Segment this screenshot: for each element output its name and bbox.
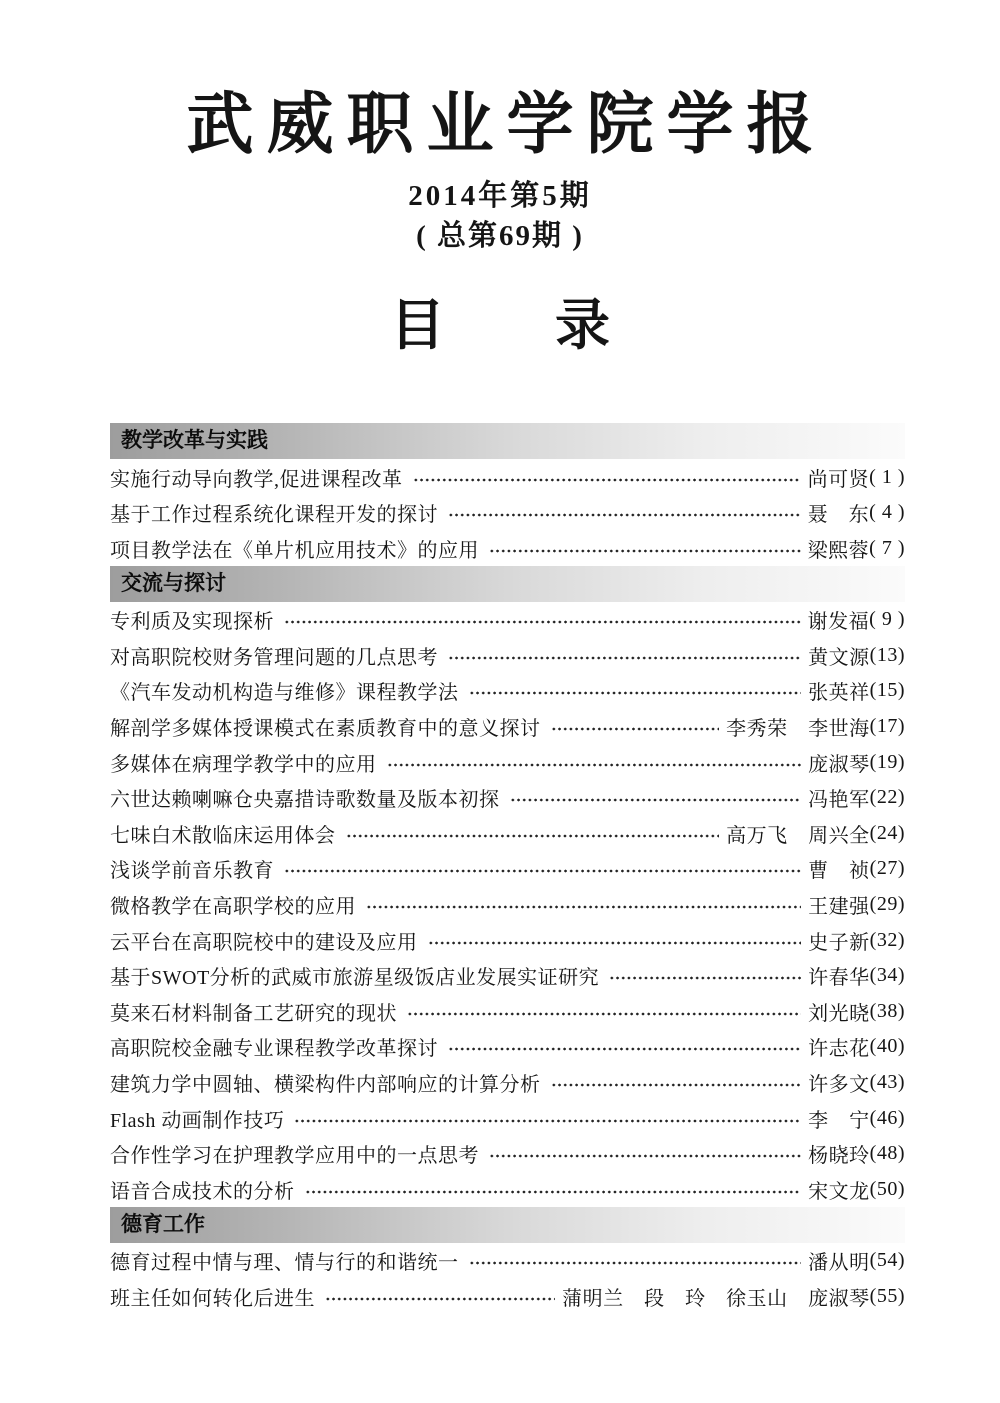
- volume-line: ( 总第69期 ): [416, 219, 584, 252]
- dotted-leader: [294, 1118, 801, 1124]
- article-title: 云平台在高职院校中的建设及应用: [110, 931, 418, 954]
- dotted-leader: [489, 548, 801, 554]
- article-title: 微格教学在高职学校的应用: [110, 896, 356, 919]
- section-header: 教学改革与实践: [110, 423, 905, 459]
- article-authors: 高万飞 周兴全: [726, 824, 870, 847]
- article-title: 合作性学习在护理教学应用中的一点思考: [110, 1145, 479, 1168]
- dotted-leader: [346, 833, 720, 839]
- dotted-leader: [428, 940, 802, 946]
- dotted-leader: [407, 1011, 801, 1017]
- article-page-number: (22): [869, 786, 905, 809]
- article-page-number: (40): [869, 1035, 905, 1058]
- article-title: 莫来石材料制备工艺研究的现状: [110, 1002, 397, 1025]
- article-title: 对高职院校财务管理问题的几点思考: [110, 646, 438, 669]
- article-page-number: ( 4 ): [869, 501, 905, 524]
- article-title: 解剖学多媒体授课模式在素质教育中的意义探讨: [110, 718, 541, 741]
- article-page-number: (32): [869, 928, 905, 951]
- article-authors: 谢发福: [807, 611, 870, 634]
- toc-row: [110, 1172, 905, 1208]
- article-authors: 冯艳军: [808, 789, 870, 812]
- article-page-number: (38): [869, 999, 905, 1022]
- article-authors: 曹 祯: [808, 860, 870, 883]
- dotted-leader: [469, 1260, 802, 1266]
- toc-row: [110, 1136, 905, 1172]
- article-authors: 聂 东: [807, 504, 870, 527]
- article-title: 多媒体在病理学教学中的应用: [110, 753, 377, 776]
- toc-row: [110, 851, 905, 887]
- toc-row: [110, 958, 905, 994]
- article-authors: 史子新: [808, 931, 870, 954]
- toc-row: [110, 816, 905, 852]
- article-title: 六世达赖喇嘛仓央嘉措诗歌数量及版本初探: [110, 789, 500, 812]
- toc-title: 目 录: [389, 295, 610, 357]
- article-page-number: ( 1 ): [869, 465, 905, 488]
- dotted-leader: [448, 1046, 801, 1052]
- toc-row: [110, 780, 905, 816]
- toc-row: [110, 1100, 905, 1136]
- article-authors: 蒲明兰 段 玲 徐玉山 庞淑琴: [562, 1287, 870, 1310]
- article-authors: 王建强: [808, 896, 870, 919]
- article-title: 专利质及实现探析: [110, 611, 274, 634]
- dotted-leader: [284, 868, 801, 874]
- article-page-number: (17): [869, 715, 905, 738]
- article-title: 浅谈学前音乐教育: [110, 860, 274, 883]
- article-page-number: (24): [869, 821, 905, 844]
- article-page-number: (27): [869, 857, 905, 880]
- article-page-number: ( 9 ): [869, 608, 905, 631]
- journal-title: 武威职业学院学报: [186, 88, 827, 162]
- dotted-leader: [284, 619, 801, 625]
- article-title: 七味白术散临床运用体会: [110, 824, 336, 847]
- article-authors: 杨晓玲: [808, 1145, 870, 1168]
- article-title: 高职院校金融专业课程教学改革探讨: [110, 1038, 438, 1061]
- dotted-leader: [510, 797, 802, 803]
- dotted-leader: [305, 1189, 802, 1195]
- toc-row: [110, 922, 905, 958]
- article-authors: 李 宁: [808, 1109, 870, 1132]
- article-authors: 许志花: [808, 1038, 870, 1061]
- section-header: 德育工作: [110, 1207, 905, 1243]
- toc-row: [110, 459, 905, 495]
- article-authors: 黄文源: [808, 646, 870, 669]
- article-title: 项目教学法在《单片机应用技术》的应用: [110, 539, 479, 562]
- toc-row: [110, 709, 905, 745]
- article-authors: 刘光晓: [808, 1002, 870, 1025]
- dotted-leader: [325, 1296, 555, 1302]
- article-title: 基于SWOT分析的武威市旅游星级饭店业发展实证研究: [110, 967, 600, 990]
- article-title: 《汽车发动机构造与维修》课程教学法: [110, 682, 459, 705]
- dotted-leader: [551, 1082, 802, 1088]
- article-page-number: (46): [869, 1106, 905, 1129]
- article-authors: 庞淑琴: [808, 753, 870, 776]
- dotted-leader: [413, 477, 801, 483]
- article-title: 基于工作过程系统化课程开发的探讨: [110, 504, 438, 527]
- toc-row: [110, 744, 905, 780]
- toc-row: [110, 1279, 905, 1315]
- article-authors: 张英祥: [808, 682, 870, 705]
- toc-row: [110, 495, 905, 531]
- article-title: 语音合成技术的分析: [110, 1180, 295, 1203]
- article-title: 实施行动导向教学,促进课程改革: [110, 468, 403, 491]
- article-title: Flash 动画制作技巧: [110, 1109, 285, 1132]
- article-page-number: (29): [869, 893, 905, 916]
- article-authors: 梁熙蓉: [807, 539, 870, 562]
- article-authors: 潘从明: [808, 1252, 870, 1275]
- article-page-number: (55): [869, 1284, 905, 1307]
- issue-line: 2014年第5期: [408, 180, 592, 213]
- dotted-leader: [469, 690, 802, 696]
- dotted-leader: [448, 512, 801, 518]
- article-page-number: (19): [869, 750, 905, 773]
- toc-row: [110, 994, 905, 1030]
- dotted-leader: [609, 975, 801, 981]
- dotted-leader: [366, 904, 801, 910]
- article-page-number: (54): [869, 1249, 905, 1272]
- toc-row: [110, 1065, 905, 1101]
- article-page-number: (43): [869, 1071, 905, 1094]
- table-of-contents: [110, 423, 905, 1314]
- article-page-number: ( 7 ): [869, 536, 905, 559]
- article-title: 班主任如何转化后进生: [110, 1287, 315, 1310]
- article-title: 德育过程中情与理、情与行的和谐统一: [110, 1252, 459, 1275]
- masthead: [0, 0, 1000, 357]
- toc-row: [110, 1243, 905, 1279]
- article-page-number: (15): [869, 679, 905, 702]
- article-page-number: (48): [869, 1142, 905, 1165]
- toc-row: [110, 887, 905, 923]
- toc-row: [110, 638, 905, 674]
- toc-row: [110, 602, 905, 638]
- article-title: 建筑力学中圆轴、横梁构件内部响应的计算分析: [110, 1074, 541, 1097]
- dotted-leader: [489, 1153, 801, 1159]
- article-page-number: (13): [869, 643, 905, 666]
- article-authors: 许春华: [808, 967, 870, 990]
- toc-row: [110, 1029, 905, 1065]
- article-authors: 宋文龙: [808, 1180, 870, 1203]
- article-authors: 许多文: [808, 1074, 870, 1097]
- article-page-number: (50): [869, 1177, 905, 1200]
- section-header: 交流与探讨: [110, 566, 905, 602]
- dotted-leader: [387, 762, 802, 768]
- dotted-leader: [551, 726, 720, 732]
- article-authors: 尚可贤: [807, 468, 870, 491]
- article-authors: 李秀荣 李世海: [726, 718, 870, 741]
- dotted-leader: [448, 655, 801, 661]
- toc-row: [110, 530, 905, 566]
- article-page-number: (34): [869, 964, 905, 987]
- toc-row: [110, 673, 905, 709]
